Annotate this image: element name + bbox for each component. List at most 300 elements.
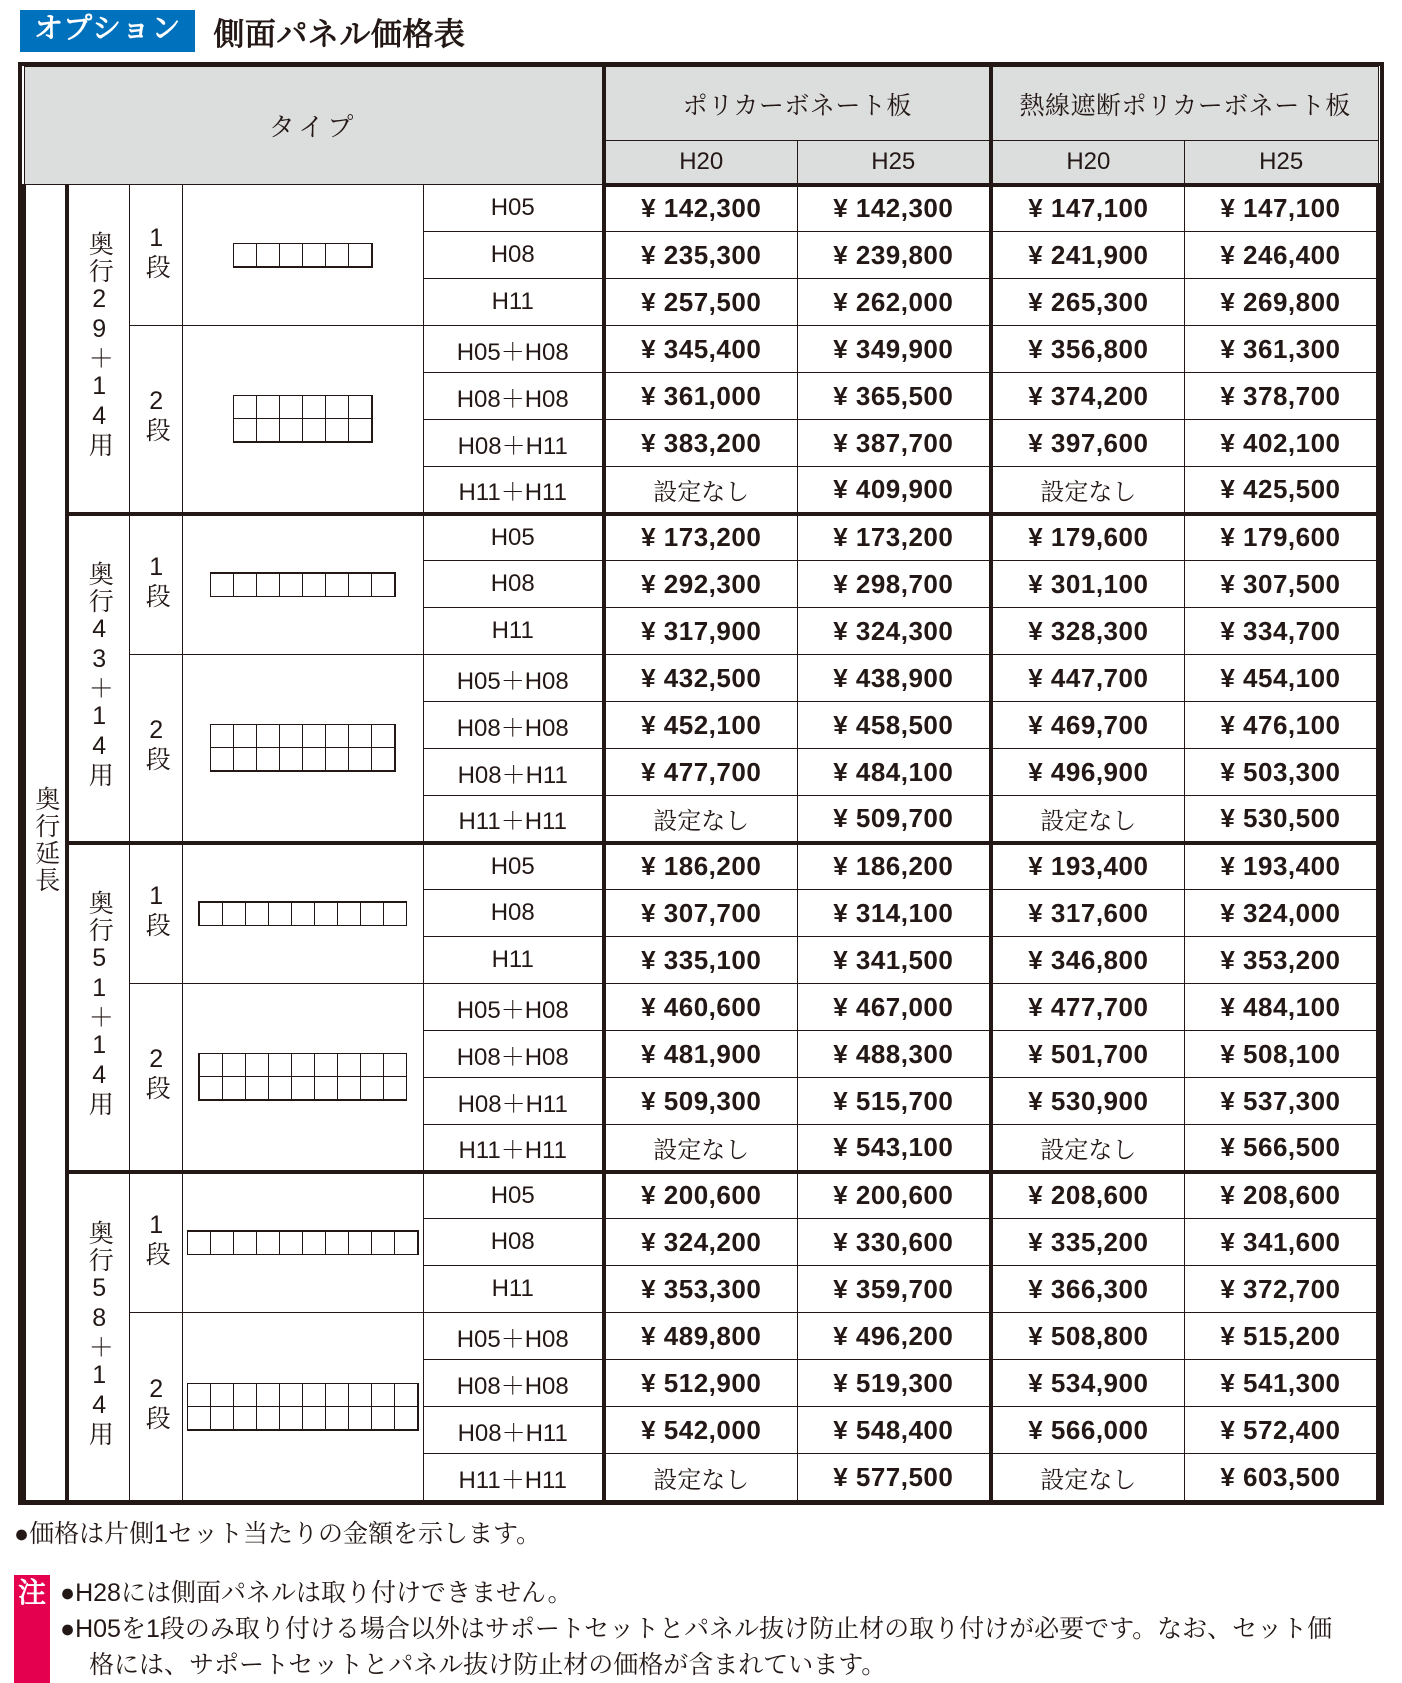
panel-figure-3-2 xyxy=(182,984,423,1172)
spec-label: H05＋H08 xyxy=(423,1313,603,1360)
panel-diagram-cell xyxy=(383,1076,407,1100)
price-cell xyxy=(991,1125,1185,1172)
price-cell xyxy=(604,1407,798,1454)
price-cell xyxy=(604,279,798,326)
panel-figure-wrap xyxy=(183,395,423,443)
panel-diagram xyxy=(198,1053,407,1101)
panel-diagram-cell xyxy=(337,902,361,926)
panel-diagram-row xyxy=(199,902,406,925)
price-value: ¥ 173,200 xyxy=(641,522,761,552)
price-cell xyxy=(991,937,1185,984)
price-cell xyxy=(1184,561,1378,608)
panel-diagram-row xyxy=(211,573,395,596)
price-cell xyxy=(604,749,798,796)
header-material-polycarbonate: ポリカーボネート板 xyxy=(604,67,991,141)
panel-diagram-cell xyxy=(245,1053,269,1077)
panel-diagram-cell xyxy=(279,1231,303,1255)
spec-label: H08＋H11 xyxy=(423,420,603,467)
price-cell xyxy=(797,702,991,749)
table-row xyxy=(24,984,1378,1031)
price-cell xyxy=(991,1454,1185,1501)
panel-diagram-cell xyxy=(302,243,326,267)
spec-label: H11 xyxy=(423,1266,603,1313)
tier-label-text: 2段 xyxy=(143,1375,168,1432)
price-table xyxy=(22,66,1380,1501)
price-value: ¥ 508,100 xyxy=(1220,1039,1340,1069)
tier-label-1-1 xyxy=(129,185,182,326)
price-cell xyxy=(1184,890,1378,937)
price-cell xyxy=(991,608,1185,655)
panel-diagram-cell xyxy=(256,724,280,748)
price-value: ¥ 186,200 xyxy=(833,851,953,881)
price-cell xyxy=(604,843,798,890)
panel-diagram-cell xyxy=(325,395,349,419)
panel-diagram-cell xyxy=(210,1231,234,1255)
price-value: ¥ 534,900 xyxy=(1028,1368,1148,1398)
price-cell xyxy=(797,1266,991,1313)
panel-figure-wrap xyxy=(183,1383,423,1431)
price-cell xyxy=(604,937,798,984)
spec-label: H05＋H08 xyxy=(423,655,603,702)
tier-label-text: 1段 xyxy=(143,553,168,610)
price-cell xyxy=(604,1219,798,1266)
price-cell xyxy=(1184,749,1378,796)
price-cell xyxy=(797,467,991,514)
price-cell xyxy=(797,561,991,608)
panel-diagram-cell xyxy=(222,1053,246,1077)
spec-label: H05＋H08 xyxy=(423,326,603,373)
panel-diagram xyxy=(198,901,407,926)
panel-figure-wrap xyxy=(183,724,423,772)
price-value: ¥ 496,900 xyxy=(1028,757,1148,787)
panel-diagram-cell xyxy=(383,902,407,926)
spec-label: H08＋H08 xyxy=(423,373,603,420)
panel-diagram-cell xyxy=(302,395,326,419)
price-cell xyxy=(604,796,798,843)
header-material-heat-shield-polycarbonate: 熱線遮断ポリカーボネート板 xyxy=(991,67,1378,141)
panel-diagram-cell xyxy=(302,724,326,748)
table-row xyxy=(24,843,1378,890)
price-cell xyxy=(797,1407,991,1454)
panel-diagram-cell xyxy=(337,1053,361,1077)
spec-label: H05＋H08 xyxy=(423,984,603,1031)
table-row xyxy=(24,655,1378,702)
price-table-container xyxy=(18,62,1384,1505)
depth-label-3 xyxy=(67,843,130,1172)
price-value: ¥ 356,800 xyxy=(1028,334,1148,364)
spec-label: H11＋H11 xyxy=(423,1454,603,1501)
price-value: ¥ 269,800 xyxy=(1220,287,1340,317)
panel-diagram-cell xyxy=(314,902,338,926)
panel-diagram-cell xyxy=(371,724,395,748)
panel-diagram-cell xyxy=(210,1383,234,1407)
price-cell xyxy=(1184,467,1378,514)
panel-diagram-cell xyxy=(256,1231,280,1255)
price-cell xyxy=(604,514,798,561)
price-cell xyxy=(1184,1219,1378,1266)
spec-label: H05 xyxy=(423,185,603,232)
option-badge: オプション xyxy=(20,10,195,51)
price-cell xyxy=(604,1172,798,1219)
header-height-h20-poly: H20 xyxy=(604,141,798,185)
price-cell xyxy=(797,373,991,420)
panel-diagram-cell xyxy=(302,418,326,442)
panel-diagram-cell xyxy=(279,1406,303,1430)
price-cell xyxy=(991,1172,1185,1219)
price-cell xyxy=(797,1454,991,1501)
price-cell xyxy=(1184,984,1378,1031)
panel-diagram-cell xyxy=(348,1406,372,1430)
price-value: ¥ 489,800 xyxy=(641,1321,761,1351)
price-cell xyxy=(604,373,798,420)
price-cell xyxy=(797,608,991,655)
price-value: ¥ 246,400 xyxy=(1220,240,1340,270)
price-value: ¥ 496,200 xyxy=(833,1321,953,1351)
panel-diagram-cell xyxy=(210,573,234,597)
price-cell xyxy=(1184,1078,1378,1125)
panel-diagram-cell xyxy=(187,1406,211,1430)
panel-diagram-row xyxy=(199,1054,406,1077)
panel-figure-wrap xyxy=(183,901,423,926)
price-value: ¥ 265,300 xyxy=(1028,287,1148,317)
price-cell xyxy=(1184,937,1378,984)
panel-figure-3-1 xyxy=(182,843,423,984)
price-value: ¥ 515,200 xyxy=(1220,1321,1340,1351)
panel-figure-2-2 xyxy=(182,655,423,843)
price-cell xyxy=(604,326,798,373)
price-value: ¥ 460,600 xyxy=(641,992,761,1022)
price-value: ¥ 402,100 xyxy=(1220,428,1340,458)
panel-diagram-cell xyxy=(233,724,257,748)
price-value: ¥ 186,200 xyxy=(641,851,761,881)
price-value: ¥ 515,700 xyxy=(833,1086,953,1116)
spec-label: H11 xyxy=(423,279,603,326)
notes-section xyxy=(14,1517,1402,1683)
price-unavailable: 設定なし xyxy=(653,1467,749,1494)
price-value: ¥ 208,600 xyxy=(1028,1180,1148,1210)
price-value: ¥ 317,900 xyxy=(641,616,761,646)
caution-items xyxy=(60,1575,1332,1683)
tier-label-4-2 xyxy=(129,1313,182,1501)
depth-label-text: 奥行51＋14用 xyxy=(86,890,111,1118)
panel-diagram-cell xyxy=(199,1076,223,1100)
tier-label-text: 1段 xyxy=(143,1211,168,1268)
price-value: ¥ 452,100 xyxy=(641,710,761,740)
price-value: ¥ 179,600 xyxy=(1028,522,1148,552)
panel-diagram-cell xyxy=(348,573,372,597)
price-cell xyxy=(604,232,798,279)
panel-diagram-cell xyxy=(256,573,280,597)
panel-diagram-cell xyxy=(279,747,303,771)
panel-diagram-cell xyxy=(360,1076,384,1100)
panel-diagram-cell xyxy=(371,1383,395,1407)
price-cell xyxy=(1184,655,1378,702)
price-value: ¥ 324,000 xyxy=(1220,898,1340,928)
panel-diagram-cell xyxy=(187,1383,211,1407)
spec-label: H08＋H11 xyxy=(423,1407,603,1454)
price-cell xyxy=(797,420,991,467)
price-cell xyxy=(797,232,991,279)
panel-diagram-row xyxy=(188,1231,418,1254)
panel-figure-4-1 xyxy=(182,1172,423,1313)
price-value: ¥ 235,300 xyxy=(641,240,761,270)
panel-figure-2-1 xyxy=(182,514,423,655)
panel-diagram-cell xyxy=(199,902,223,926)
price-cell xyxy=(604,1313,798,1360)
price-cell xyxy=(604,1078,798,1125)
price-cell xyxy=(604,1454,798,1501)
price-cell xyxy=(797,279,991,326)
price-cell xyxy=(991,984,1185,1031)
price-value: ¥ 372,700 xyxy=(1220,1274,1340,1304)
panel-diagram-cell xyxy=(302,1406,326,1430)
price-cell xyxy=(991,326,1185,373)
caution-block xyxy=(14,1575,1402,1683)
price-value: ¥ 366,300 xyxy=(1028,1274,1148,1304)
tier-label-text: 2段 xyxy=(143,387,168,444)
price-value: ¥ 512,900 xyxy=(641,1368,761,1398)
panel-diagram-cell xyxy=(348,724,372,748)
panel-diagram-row xyxy=(211,748,395,771)
price-cell xyxy=(797,1219,991,1266)
price-value: ¥ 147,100 xyxy=(1220,193,1340,223)
price-value: ¥ 477,700 xyxy=(641,757,761,787)
price-cell xyxy=(991,796,1185,843)
depth-label-text: 奥行43＋14用 xyxy=(86,561,111,789)
price-cell xyxy=(991,373,1185,420)
panel-diagram-cell xyxy=(210,724,234,748)
price-value: ¥ 409,900 xyxy=(833,474,953,504)
panel-diagram xyxy=(210,572,396,597)
tier-label-2-1 xyxy=(129,514,182,655)
price-value: ¥ 142,300 xyxy=(641,193,761,223)
price-value: ¥ 147,100 xyxy=(1028,193,1148,223)
spec-label: H11＋H11 xyxy=(423,1125,603,1172)
price-cell xyxy=(991,232,1185,279)
panel-diagram-row xyxy=(234,419,372,442)
header-height-h20-heat: H20 xyxy=(991,141,1185,185)
price-cell xyxy=(797,514,991,561)
panel-diagram xyxy=(187,1230,419,1255)
price-value: ¥ 488,300 xyxy=(833,1039,953,1069)
price-value: ¥ 447,700 xyxy=(1028,663,1148,693)
price-value: ¥ 469,700 xyxy=(1028,710,1148,740)
spec-label: H05 xyxy=(423,514,603,561)
panel-diagram-cell xyxy=(302,1383,326,1407)
price-cell xyxy=(797,749,991,796)
tier-label-3-2 xyxy=(129,984,182,1172)
table-body xyxy=(24,185,1378,1501)
panel-diagram-cell xyxy=(233,573,257,597)
spec-label: H11＋H11 xyxy=(423,467,603,514)
spec-label: H08 xyxy=(423,561,603,608)
price-value: ¥ 330,600 xyxy=(833,1227,953,1257)
price-cell xyxy=(991,185,1185,232)
price-value: ¥ 509,700 xyxy=(833,803,953,833)
panel-diagram-cell xyxy=(279,1383,303,1407)
price-value: ¥ 432,500 xyxy=(641,663,761,693)
price-value: ¥ 335,200 xyxy=(1028,1227,1148,1257)
depth-label-text: 奥行29＋14用 xyxy=(86,231,111,459)
panel-diagram-cell xyxy=(348,395,372,419)
caution-item-3: 格には、サポートセットとパネル抜け防止材の価格が含まれています。 xyxy=(60,1647,1332,1683)
price-cell xyxy=(991,655,1185,702)
price-value: ¥ 353,200 xyxy=(1220,945,1340,975)
price-value: ¥ 345,400 xyxy=(641,334,761,364)
panel-diagram-cell xyxy=(348,243,372,267)
panel-diagram-cell xyxy=(210,1406,234,1430)
panel-diagram-cell xyxy=(325,418,349,442)
panel-diagram-cell xyxy=(325,1383,349,1407)
panel-diagram-cell xyxy=(279,724,303,748)
caution-item-2: ●H05を1段のみ取り付ける場合以外はサポートセットとパネル抜け防止材の取り付けが必要です。なお、セット価 xyxy=(60,1611,1332,1647)
price-cell xyxy=(797,1360,991,1407)
price-value: ¥ 501,700 xyxy=(1028,1039,1148,1069)
panel-figure-4-2 xyxy=(182,1313,423,1501)
panel-figure-wrap xyxy=(183,1053,423,1101)
price-cell xyxy=(991,890,1185,937)
price-cell xyxy=(1184,843,1378,890)
panel-figure-wrap xyxy=(183,572,423,597)
depth-label-2 xyxy=(67,514,130,843)
price-cell xyxy=(991,279,1185,326)
price-value: ¥ 383,200 xyxy=(641,428,761,458)
price-unavailable: 設定なし xyxy=(1040,1467,1136,1494)
price-cell xyxy=(1184,279,1378,326)
price-value: ¥ 572,400 xyxy=(1220,1415,1340,1445)
price-value: ¥ 541,300 xyxy=(1220,1368,1340,1398)
price-cell xyxy=(604,561,798,608)
panel-diagram-cell xyxy=(268,902,292,926)
table-row xyxy=(24,1313,1378,1360)
price-unavailable: 設定なし xyxy=(653,808,749,835)
panel-diagram-cell xyxy=(256,418,280,442)
price-cell xyxy=(991,1219,1185,1266)
price-cell xyxy=(797,326,991,373)
price-cell xyxy=(604,1031,798,1078)
spec-label: H08＋H08 xyxy=(423,702,603,749)
price-cell xyxy=(1184,1454,1378,1501)
panel-diagram-cell xyxy=(325,1406,349,1430)
price-cell xyxy=(604,1266,798,1313)
tier-label-2-2 xyxy=(129,655,182,843)
price-value: ¥ 208,600 xyxy=(1220,1180,1340,1210)
panel-diagram-cell xyxy=(233,1406,257,1430)
panel-diagram-row xyxy=(211,725,395,748)
price-cell xyxy=(991,749,1185,796)
depth-label-1 xyxy=(67,185,130,514)
price-value: ¥ 346,800 xyxy=(1028,945,1148,975)
header-height-h25-poly: H25 xyxy=(797,141,991,185)
price-value: ¥ 365,500 xyxy=(833,381,953,411)
price-cell xyxy=(1184,1407,1378,1454)
price-cell xyxy=(1184,1125,1378,1172)
panel-diagram-cell xyxy=(371,1406,395,1430)
tier-label-1-2 xyxy=(129,326,182,514)
panel-figure-wrap xyxy=(183,243,423,268)
price-value: ¥ 454,100 xyxy=(1220,663,1340,693)
price-cell xyxy=(991,561,1185,608)
panel-diagram-cell xyxy=(325,1231,349,1255)
panel-diagram-cell xyxy=(337,1076,361,1100)
panel-diagram-row xyxy=(188,1384,418,1407)
panel-diagram-cell xyxy=(348,418,372,442)
price-unavailable: 設定なし xyxy=(1040,479,1136,506)
panel-diagram-cell xyxy=(268,1053,292,1077)
price-cell xyxy=(1184,1360,1378,1407)
panel-diagram-row xyxy=(188,1407,418,1430)
panel-diagram-cell xyxy=(291,1053,315,1077)
price-value: ¥ 519,300 xyxy=(833,1368,953,1398)
price-cell xyxy=(797,890,991,937)
price-value: ¥ 349,900 xyxy=(833,334,953,364)
panel-diagram-cell xyxy=(233,1231,257,1255)
price-unavailable: 設定なし xyxy=(1040,1137,1136,1164)
price-value: ¥ 324,300 xyxy=(833,616,953,646)
price-value: ¥ 200,600 xyxy=(641,1180,761,1210)
price-value: ¥ 292,300 xyxy=(641,569,761,599)
price-value: ¥ 361,300 xyxy=(1220,334,1340,364)
panel-figure-1-2 xyxy=(182,326,423,514)
panel-diagram-cell xyxy=(199,1053,223,1077)
price-value: ¥ 484,100 xyxy=(1220,992,1340,1022)
spec-label: H05 xyxy=(423,843,603,890)
price-value: ¥ 548,400 xyxy=(833,1415,953,1445)
price-value: ¥ 341,600 xyxy=(1220,1227,1340,1257)
depth-label-text: 奥行58＋14用 xyxy=(86,1220,111,1448)
price-cell xyxy=(1184,420,1378,467)
price-value: ¥ 307,500 xyxy=(1220,569,1340,599)
price-cell xyxy=(797,185,991,232)
panel-diagram-cell xyxy=(222,1076,246,1100)
panel-diagram-row xyxy=(199,1077,406,1100)
price-cell xyxy=(604,1125,798,1172)
price-value: ¥ 334,700 xyxy=(1220,616,1340,646)
price-cell xyxy=(1184,1172,1378,1219)
price-value: ¥ 603,500 xyxy=(1220,1462,1340,1492)
spec-label: H08＋H08 xyxy=(423,1360,603,1407)
price-cell xyxy=(604,1360,798,1407)
price-value: ¥ 530,900 xyxy=(1028,1086,1148,1116)
price-value: ¥ 328,300 xyxy=(1028,616,1148,646)
tier-label-text: 2段 xyxy=(143,716,168,773)
price-value: ¥ 314,100 xyxy=(833,898,953,928)
price-value: ¥ 397,600 xyxy=(1028,428,1148,458)
panel-diagram-cell xyxy=(360,902,384,926)
price-cell xyxy=(991,1313,1185,1360)
panel-diagram-cell xyxy=(233,418,257,442)
price-value: ¥ 359,700 xyxy=(833,1274,953,1304)
price-value: ¥ 193,400 xyxy=(1220,851,1340,881)
price-value: ¥ 301,100 xyxy=(1028,569,1148,599)
panel-diagram-cell xyxy=(233,395,257,419)
panel-diagram-cell xyxy=(256,747,280,771)
price-value: ¥ 335,100 xyxy=(641,945,761,975)
panel-diagram-cell xyxy=(256,1406,280,1430)
price-cell xyxy=(991,1407,1185,1454)
price-value: ¥ 543,100 xyxy=(833,1132,953,1162)
panel-diagram-row xyxy=(234,396,372,419)
price-value: ¥ 241,900 xyxy=(1028,240,1148,270)
price-value: ¥ 257,500 xyxy=(641,287,761,317)
price-cell xyxy=(991,1360,1185,1407)
price-cell xyxy=(991,1031,1185,1078)
note-general: ●価格は片側1セット当たりの金額を示します。 xyxy=(14,1517,1402,1553)
price-value: ¥ 458,500 xyxy=(833,710,953,740)
price-value: ¥ 577,500 xyxy=(833,1462,953,1492)
panel-diagram-cell xyxy=(371,1231,395,1255)
panel-diagram-cell xyxy=(291,902,315,926)
